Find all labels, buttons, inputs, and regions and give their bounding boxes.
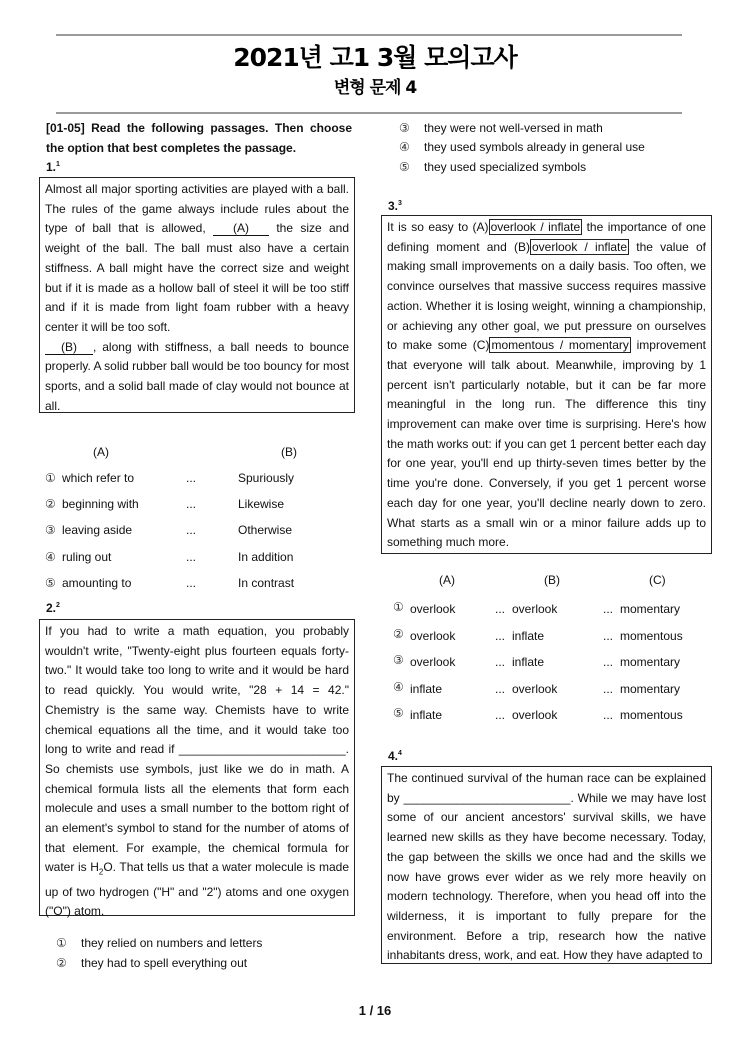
passage-paragraph-1	[45, 180, 349, 338]
column-header-b: (B)	[544, 573, 560, 587]
question-number-text: 4.	[388, 749, 399, 763]
option-4[interactable]	[399, 140, 645, 154]
passage-text: . While we may have lost some of our ancient ancestors' survival skills, we have learned new skills as they have become necessary. Today, the gap between the skills we once had and the skills we now have grows ever wider as we rely more heavily on modern technology. Therefore, when you head off into the wilderness, it is important to fully prepare for the environment. Before a trip, research how the native inhabitants dress, work, and eat. How they have adapted to	[387, 790, 706, 963]
blank: _________________________	[403, 790, 571, 805]
question-1-number	[46, 160, 60, 174]
option-c: momentous	[620, 708, 683, 722]
option-separator: ...	[495, 708, 506, 722]
passage-text: the size and weight of the ball. The ball must also have a certain stiffness. A ball might have the correct size and weight but if it is made as a hollow ball of steel it will be too stiff and if it is made from light foam rubber with a heavy center it will be too soft.	[45, 221, 349, 334]
choice-box-c: momentous / momentary	[491, 338, 629, 353]
passage-text: The continued survival of the human race can be explained by	[387, 771, 706, 805]
question-1-passage	[39, 177, 355, 413]
option-b: overlook	[512, 602, 558, 616]
option-b: inflate	[512, 629, 545, 643]
question-number-text: 2.	[46, 601, 57, 615]
option-a: inflate	[410, 708, 443, 722]
blank: _________________________	[178, 742, 346, 757]
subscript: 2	[98, 867, 104, 877]
option-text: they were not well-versed in math	[424, 121, 603, 135]
option-3[interactable]	[399, 121, 603, 135]
option-separator: ...	[186, 471, 197, 485]
passage-text: It is so easy to (A)	[387, 220, 489, 234]
choice-box-b: overlook / inflate	[531, 239, 628, 254]
option-a: amounting to	[62, 576, 132, 590]
column-header-a: (A)	[93, 445, 109, 459]
footnote-marker: 3	[398, 200, 402, 207]
option-number: ①	[56, 936, 67, 950]
passage-text: improvement that everyone will talk about. Meanwhile, improving by 1 percent isn't particularly notable, but it can be far more meaningful in the long run. The difference this tiny improvement can make over time is surprising. Here's how the math works out: if you can get 1 percent better each day for one year, you'll end up thirty-seven times better by the time you're done. Conversely, if you get 1 percent worse each day for one year, you'll decline nearly down to zero. What starts as a small win or a minor failure adds up to something much more.	[387, 338, 706, 550]
option-a: overlook	[410, 655, 456, 669]
option-c: momentary	[620, 602, 681, 616]
option-separator: ...	[495, 629, 506, 643]
option-b: Otherwise	[238, 523, 293, 537]
option-separator: ...	[603, 629, 614, 643]
option-b: Likewise	[238, 497, 285, 511]
option-separator: ...	[186, 550, 197, 564]
option-separator: ...	[186, 523, 197, 537]
question-2-number	[46, 601, 60, 615]
header-bottom-rule	[56, 112, 682, 114]
option-separator: ...	[603, 682, 614, 696]
blank-b: (B)	[45, 340, 93, 355]
instructions: [01-05] Read the following passages. Then choose the option that best completes the passage.	[46, 121, 352, 155]
question-4-passage	[381, 766, 712, 964]
option-a: overlook	[410, 602, 456, 616]
option-number: ②	[56, 956, 67, 970]
option-number: ③	[45, 523, 56, 537]
question-3-number	[388, 199, 402, 213]
option-number: ③	[399, 121, 410, 135]
passage-text: If you had to write a math equation, you probably wouldn't write, "Twenty-eight plus fourteen equals forty-two." It would take too long to write and it would be hard to read quickly. You would write, "28 + 14 = 42." Chemistry is the same way. Chemists have to write chemical equations all the time, and it would take too long to write and read if	[45, 624, 349, 757]
option-b: overlook	[512, 708, 558, 722]
option-2[interactable]	[56, 956, 247, 970]
question-2-passage	[39, 619, 355, 919]
option-number: ③	[393, 653, 404, 667]
option-number: ⑤	[399, 160, 410, 174]
question-3-passage	[381, 215, 712, 554]
column-header-b: (B)	[281, 445, 297, 459]
option-a: which refer to	[62, 471, 135, 485]
choice-box-a: overlook / inflate	[490, 220, 581, 234]
option-number: ④	[393, 680, 404, 694]
option-a: leaving aside	[62, 523, 133, 537]
passage-text: the importance of one defining moment and (B)	[387, 220, 706, 254]
option-b: In addition	[238, 550, 294, 564]
page-title: 2021년 고1 3월 모의고사	[233, 43, 517, 72]
option-number: ⑤	[393, 706, 404, 720]
passage-paragraph	[387, 218, 706, 553]
footnote-marker: 2	[56, 602, 60, 609]
passage-text: , along with stiffness, a ball needs to bounce properly. A solid rubber ball would be too bouncy for most sports, and a solid ball made of clay would not bounce at all.	[45, 339, 349, 413]
option-a: overlook	[410, 629, 456, 643]
option-separator: ...	[186, 576, 197, 590]
option-separator: ...	[603, 708, 614, 722]
option-separator: ...	[603, 602, 614, 616]
question-number-text: 1.	[46, 160, 57, 174]
footnote-marker: 1	[56, 161, 60, 168]
blank-a: (A)	[213, 221, 269, 236]
column-header-c: (C)	[649, 573, 666, 587]
option-c: momentary	[620, 655, 681, 669]
page-subtitle: 변형 문제 4	[333, 78, 417, 98]
option-separator: ...	[495, 682, 506, 696]
footnote-marker: 4	[398, 750, 402, 757]
option-text: they used specialized symbols	[424, 160, 587, 174]
option-separator: ...	[603, 655, 614, 669]
option-separator: ...	[495, 655, 506, 669]
option-number: ①	[393, 600, 404, 614]
option-a: beginning with	[62, 497, 139, 511]
option-number: ②	[45, 497, 56, 511]
option-c: momentous	[620, 629, 683, 643]
option-number: ②	[393, 627, 404, 641]
option-text: they relied on numbers and letters	[81, 936, 263, 950]
question-4-number	[388, 749, 402, 763]
option-number: ④	[399, 140, 410, 154]
option-1[interactable]	[56, 936, 262, 950]
passage-text: Almost all major sporting activities are played with a ball. The rules of the game always include rules about the type of ball that is allowed,	[45, 182, 349, 236]
option-c: momentary	[620, 682, 681, 696]
option-separator: ...	[495, 602, 506, 616]
option-number: ①	[45, 471, 56, 485]
option-b: Spuriously	[238, 471, 295, 485]
option-b: inflate	[512, 655, 545, 669]
passage-text: the value of making small improvements on a daily basis. Too often, we convince ourselves that massive success requires massive action. Whether it is losing weight, winning a championship, or achieving any other goal, we put pressure on ourselves to make some (C)	[387, 239, 706, 353]
option-text: they had to spell everything out	[81, 956, 248, 970]
top-rule	[56, 34, 682, 36]
passage-text: O. That tells us that a water molecule is made up of two hydrogen ("H" and "2") atoms and one oxygen ("O") atom.	[45, 860, 349, 919]
option-b: overlook	[512, 682, 558, 696]
option-separator: ...	[186, 497, 197, 511]
passage-paragraph-2	[45, 338, 349, 417]
option-number: ④	[45, 550, 56, 564]
passage-text: . So chemists use symbols, just like we do in math. A chemical formula lists all the elements that form each molecule and uses a small number to the bottom right of an element's symbol to stand for the number of atoms of that element. For example, the chemical formula for water is H	[45, 742, 349, 875]
option-b: In contrast	[238, 576, 295, 590]
question-number-text: 3.	[388, 199, 399, 213]
column-header-a: (A)	[439, 573, 455, 587]
option-a: inflate	[410, 682, 443, 696]
passage-paragraph	[387, 769, 706, 964]
option-a: ruling out	[62, 550, 112, 564]
option-text: they used symbols already in general use	[424, 140, 645, 154]
option-number: ⑤	[45, 576, 56, 590]
option-5[interactable]	[399, 160, 586, 174]
page-number: 1 / 16	[358, 1003, 392, 1018]
passage-paragraph	[45, 622, 349, 922]
